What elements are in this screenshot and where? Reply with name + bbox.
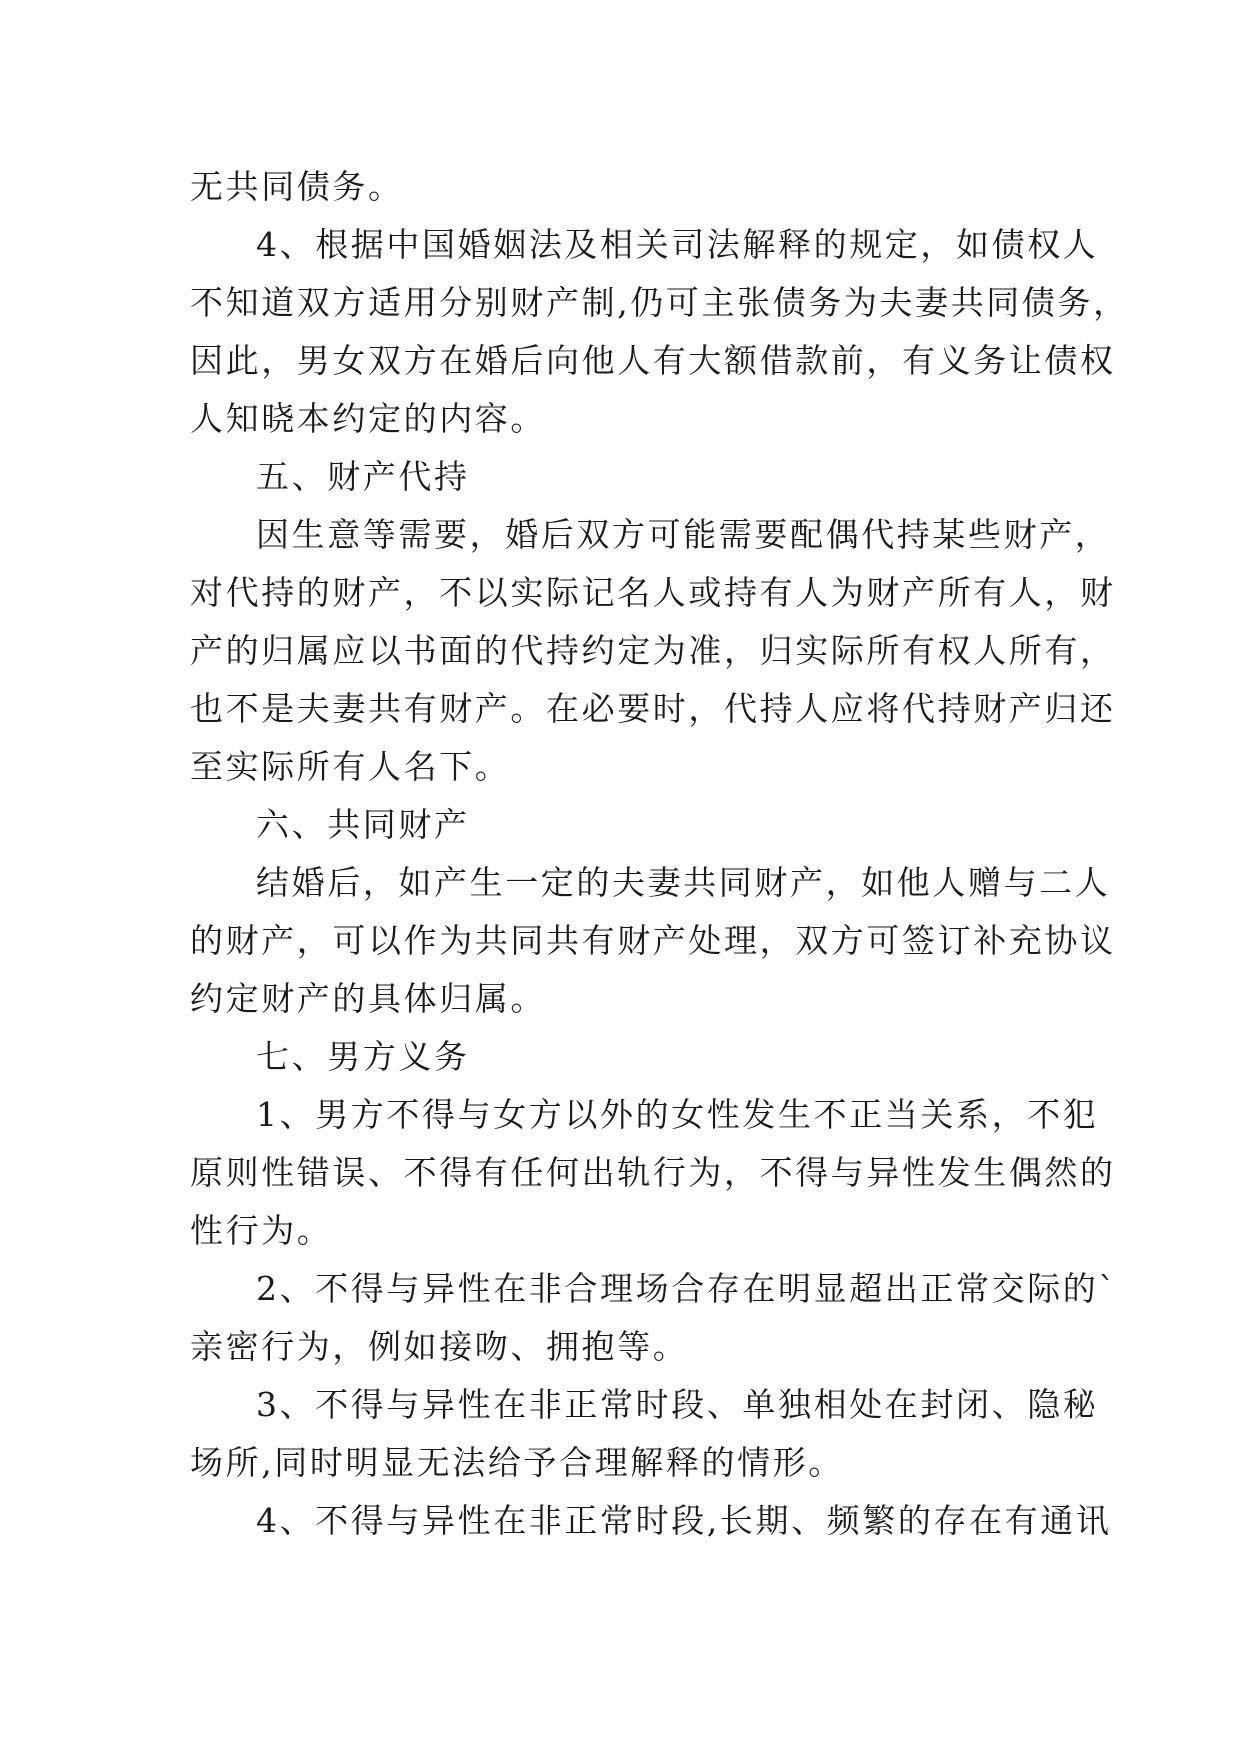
paragraph-line: 结婚后，如产生一定的夫妻共同财产，如他人赠与二人 bbox=[256, 863, 1111, 902]
paragraph-line: 性行为。 bbox=[190, 1211, 333, 1250]
paragraph-line: 1、男方不得与女方以外的女性发生不正当关系，不犯 bbox=[256, 1095, 1099, 1134]
paragraph-line: 因此，男女双方在婚后向他人有大额借款前，有义务让债权 bbox=[190, 341, 1116, 380]
paragraph-line: 3、不得与异性在非正常时段、单独相处在封闭、隐秘 bbox=[256, 1385, 1099, 1424]
paragraph-line: 对代持的财产，不以实际记名人或持有人为财产所有人，财 bbox=[190, 573, 1116, 612]
paragraph-line: 约定财产的具体归属。 bbox=[190, 979, 546, 1018]
paragraph-line: 无共同债务。 bbox=[190, 167, 404, 206]
section-heading: 五、财产代持 bbox=[256, 457, 470, 496]
document-body bbox=[190, 158, 1129, 1550]
paragraph-line: 至实际所有人名下。 bbox=[190, 747, 511, 786]
paragraph-line: 4、不得与异性在非正常时段,长期、频繁的存在有通讯 bbox=[256, 1501, 1112, 1540]
paragraph-line: 亲密行为，例如接吻、拥抱等。 bbox=[190, 1327, 689, 1366]
paragraph-line: 产的归属应以书面的代持约定为准，归实际所有权人所有， bbox=[190, 631, 1116, 670]
paragraph-line: 因生意等需要，婚后双方可能需要配偶代持某些财产， bbox=[256, 515, 1111, 554]
paragraph-line: 2、不得与异性在非合理场合存在明显超出正常交际的` bbox=[256, 1269, 1118, 1308]
paragraph-line: 场所,同时明显无法给予合理解释的情形。 bbox=[190, 1443, 844, 1482]
paragraph-line: 的财产，可以作为共同共有财产处理，双方可签订补充协议 bbox=[190, 921, 1116, 960]
section-heading: 七、男方义务 bbox=[256, 1037, 470, 1076]
paragraph-line: 4、根据中国婚姻法及相关司法解释的规定，如债权人 bbox=[256, 225, 1099, 264]
paragraph-line: 人知晓本约定的内容。 bbox=[190, 399, 546, 438]
paragraph-line: 不知道双方适用分别财产制,仍可主张债务为夫妻共同债务， bbox=[190, 283, 1129, 322]
section-heading: 六、共同财产 bbox=[256, 805, 470, 844]
paragraph-line: 原则性错误、不得有任何出轨行为，不得与异性发生偶然的 bbox=[190, 1153, 1116, 1192]
paragraph-line: 也不是夫妻共有财产。在必要时，代持人应将代持财产归还 bbox=[190, 689, 1116, 728]
